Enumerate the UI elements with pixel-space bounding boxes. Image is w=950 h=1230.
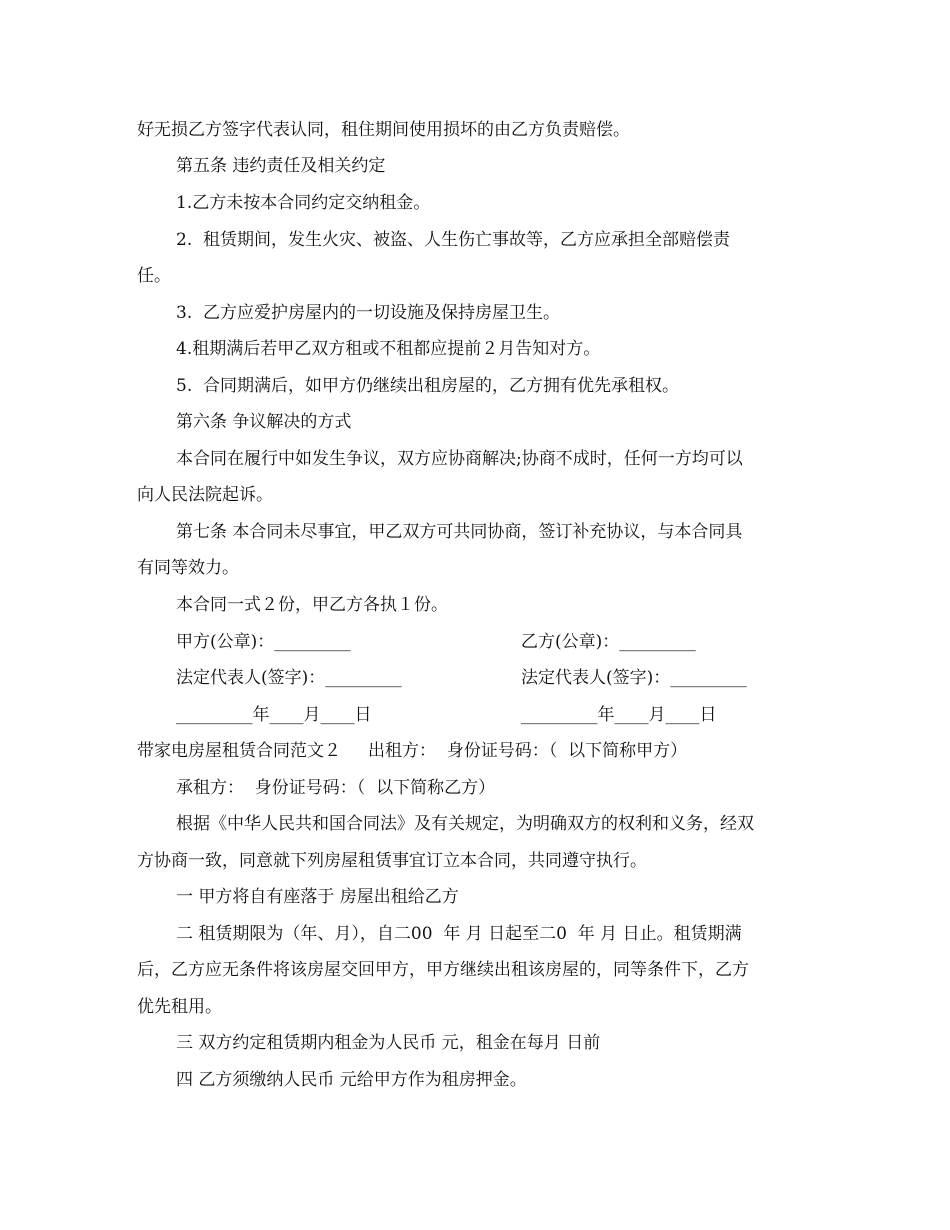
text-line: 好无损乙方签字代表认同，租住期间使用损坏的由乙方负责赔偿。 xyxy=(137,120,630,140)
party-b-representative-field: 法定代表人(签字)：_________ xyxy=(521,668,747,688)
paragraph-line: 本合同在履行中如发生争议，双方应协商解决;协商不成时，任何一方均可以 xyxy=(176,449,743,469)
clause-item: 1.乙方未按本合同约定交纳租金。 xyxy=(176,193,431,213)
text-line: 优先租用。 xyxy=(137,997,222,1017)
clause-item: 4.租期满后若甲乙双方租或不租都应提前２月告知对方。 xyxy=(176,339,601,359)
paragraph-line: 本合同一式２份，甲乙方各执１份。 xyxy=(176,595,448,615)
party-a-date-field: _________年____月____日 xyxy=(176,705,372,725)
party-a-seal-field: 甲方(公章)：_________ xyxy=(176,632,351,652)
clause-item: 三 双方约定租赁期内租金为人民币 元，租金在每月 日前 xyxy=(176,1033,601,1053)
paragraph-line: 根据《中华人民共和国合同法》及有关规定，为明确双方的权利和义务，经双 xyxy=(176,814,754,834)
article-heading: 第六条 争议解决的方式 xyxy=(176,412,352,432)
party-b-date-field: _________年____月____日 xyxy=(521,705,717,725)
paragraph-line: 承租方： 身份证号码：（ 以下简称乙方） xyxy=(176,778,496,798)
party-a-representative-field: 法定代表人(签字)：_________ xyxy=(176,668,402,688)
party-b-seal-field: 乙方(公章)：_________ xyxy=(521,632,696,652)
text-line: 有同等效力。 xyxy=(137,558,239,578)
clause-item: 5. 合同期满后，如甲方仍继续出租房屋的，乙方拥有优先承租权。 xyxy=(176,376,680,396)
text-line: 方协商一致，同意就下列房屋租赁事宜订立本合同，共同遵守执行。 xyxy=(137,851,647,871)
clause-item: 一 甲方将自有座落于 房屋出租给乙方 xyxy=(176,887,459,907)
text-line: 向人民法院起诉。 xyxy=(137,485,273,505)
clause-item: 2. 租赁期间，发生火灾、被盗、人生伤亡事故等，乙方应承担全部赔偿责 xyxy=(176,230,731,250)
paragraph-line: 第七条 本合同未尽事宜，甲乙双方可共同协商，签订补充协议，与本合同具 xyxy=(176,522,743,542)
article-heading: 第五条 违约责任及相关约定 xyxy=(176,156,386,176)
clause-item: 二 租赁期限为（年、月），自二00 年 月 日起至二0 年 月 日止。租赁期满 xyxy=(176,924,742,944)
clause-item: 3. 乙方应爱护房屋内的一切设施及保持房屋卫生。 xyxy=(176,303,561,323)
text-line: 后，乙方应无条件将该房屋交回甲方，甲方继续出租该房屋的，同等条件下，乙方 xyxy=(137,960,749,980)
section-title-line: 带家电房屋租赁合同范文２ 出租方： 身份证号码：（ 以下简称甲方） xyxy=(137,741,688,761)
clause-item: 四 乙方须缴纳人民币 元给甲方作为租房押金。 xyxy=(176,1070,527,1090)
text-line: 任。 xyxy=(137,266,171,286)
